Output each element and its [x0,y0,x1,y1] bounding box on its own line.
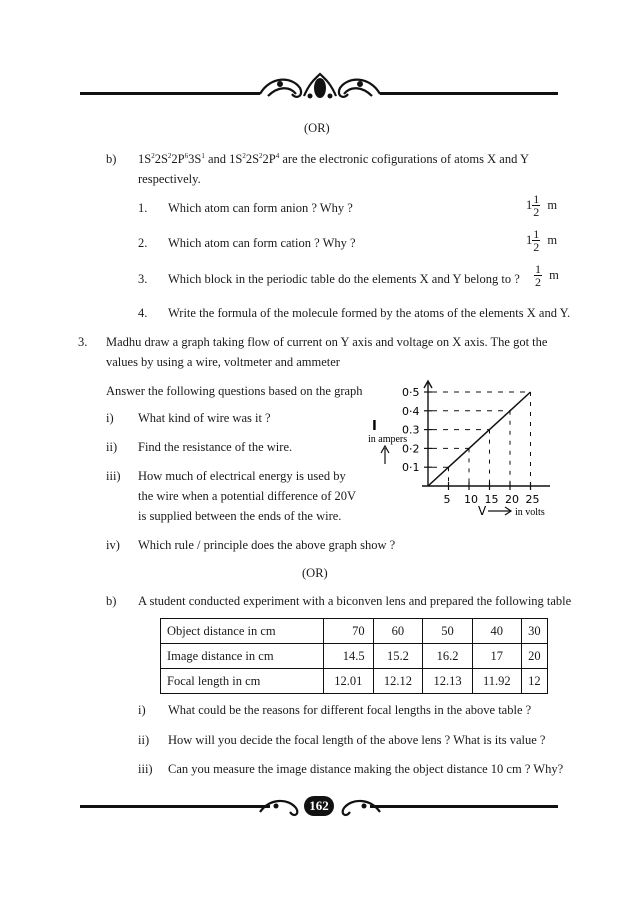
x-tick-label: 20 [505,493,519,506]
question-3-text: Madhu draw a graph taking flow of current on Y axis and voltage on X axis. The got the [106,335,548,349]
table-row-label: Focal length in cm [161,669,324,694]
table-row [161,619,548,644]
question-item-text: Which atom can form anion ? Why ? [168,201,353,215]
subquestion-number: iii) [106,469,121,483]
table-cell: 70 [324,619,374,644]
top-rule-right [380,92,558,95]
y-tick-label: 0·1 [402,461,420,475]
table-cell: 15.2 [373,644,423,669]
y-axis-symbol: I [372,419,377,434]
question-item-number: 3. [138,272,148,286]
table-row [161,669,548,694]
x-axis-symbol: V [478,504,487,518]
subquestion-number: ii) [106,440,118,454]
x-tick-label: 10 [464,493,478,506]
top-rule-left [80,92,260,95]
table-cell: 50 [423,619,473,644]
page-number-badge [304,796,334,816]
series-line [428,392,531,486]
table-cell: 12 [521,669,547,694]
lens-data-table [160,618,548,694]
subquestion-text: Find the resistance of the wire. [138,440,293,454]
table-cell: 11.92 [472,669,521,694]
x-tick-label: 5 [443,493,451,506]
question-item-number: 2. [138,236,148,250]
table-cell: 30 [521,619,547,644]
electron-config-text: $1S^22S^22P^63S^1$ and $1S^22S^22P^4$ are the electronic cofigurations of atoms X and Y [138,152,530,166]
or-divider-1: (OR) [304,121,330,135]
question-3-text-line2: values by using a wire, voltmeter and ammeter [106,355,340,369]
y-axis-units: in ampers [368,434,408,445]
subquestion-text: What could be the reasons for different focal lengths in the above table ? [168,703,532,717]
marks: 1 $\frac{1}{2}$ m [526,192,558,219]
subquestion-number: ii) [138,733,150,747]
table-cell: 14.5 [324,644,374,669]
table-cell: 12.01 [324,669,374,694]
table-cell: 16.2 [423,644,473,669]
table-cell: 40 [472,619,521,644]
y-tick-label: 0·4 [402,404,420,418]
current-voltage-graph [360,378,560,528]
table-cell: 17 [472,644,521,669]
part-b2-label: b) [106,594,117,608]
y-tick-label: 0·5 [402,386,420,399]
table-row-label: Object distance in cm [161,619,324,644]
bottom-rule-right [370,805,558,808]
top-flourish-ornament [240,66,400,106]
table-cell: 60 [373,619,423,644]
table-row [161,644,548,669]
subquestion-text: How will you decide the focal length of the above lens ? What is its value ? [168,733,546,747]
question-item-text: Which atom can form cation ? Why ? [168,236,356,250]
graph-instruction: Answer the following questions based on the graph [106,384,363,398]
page-number: 162 [309,798,329,813]
subquestion-number: i) [138,703,146,717]
part-b1-label: b) [106,152,117,166]
question-item-number: 1. [138,201,148,215]
subquestion-text-line2: the wire when a potential difference of 20V [138,489,357,503]
electron-config-text-line2: respectively. [138,172,201,186]
table-cell: 12.12 [373,669,423,694]
question-item-text: Write the formula of the molecule formed by the atoms of the elements X and Y. [168,306,571,320]
subquestion-number: i) [106,411,114,425]
x-axis-units: in volts [515,507,545,518]
x-tick-label: 25 [525,493,540,506]
subquestion-number: iii) [138,762,153,776]
subquestion-text: What kind of wire was it ? [138,411,271,425]
marks: 1 $\frac{1}{2}$ m [526,227,558,254]
subquestion-text-line3: is supplied between the ends of the wire. [138,509,342,523]
question-3-number: 3. [78,335,88,349]
table-cell: 20 [521,644,547,669]
subquestion-number: iv) [106,538,120,552]
question-item-number: 4. [138,306,148,320]
bottom-rule-left [80,805,270,808]
subquestion-text: How much of electrical energy is used by [138,469,346,483]
y-tick-label: 0·2 [402,442,420,456]
subquestion-text: Which rule / principle does the above graph show ? [138,538,396,552]
or-divider-2: (OR) [302,566,328,580]
marks: $\frac{1}{2}$ m [535,262,559,289]
y-tick-label: 0.3 [402,423,420,437]
subquestion-text: Can you measure the image distance making the object distance 10 cm ? Why? [168,762,564,776]
table-cell: 12.13 [423,669,473,694]
lens-experiment-text: A student conducted experiment with a biconven lens and prepared the following table [138,594,572,608]
table-row-label: Image distance in cm [161,644,324,669]
question-item-text: Which block in the periodic table do the elements X and Y belong to ? [168,272,520,286]
x-tick-label: 15 [484,493,499,506]
